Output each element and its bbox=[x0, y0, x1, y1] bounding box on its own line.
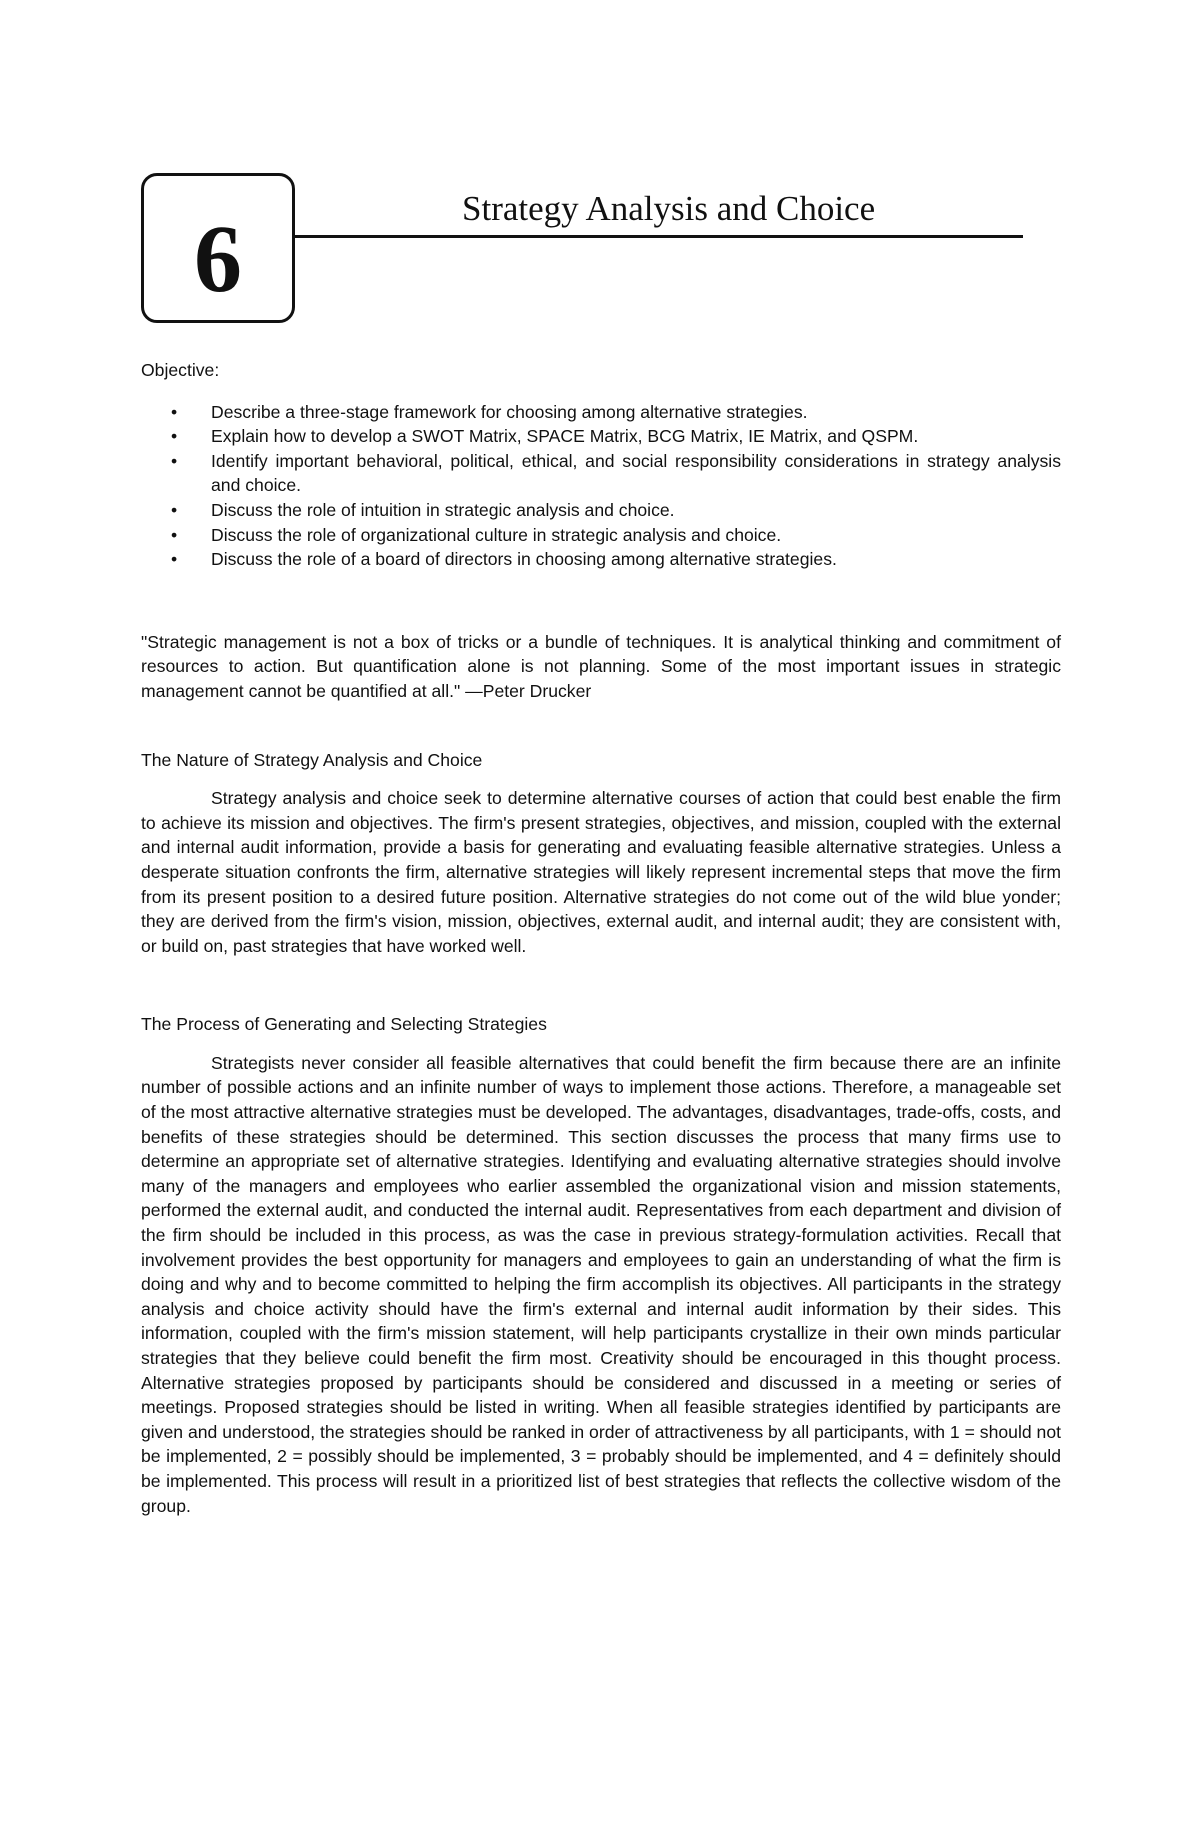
chapter-number-box bbox=[141, 173, 295, 323]
objective-text: Discuss the role of organizational culture in strategic analysis and choice. bbox=[211, 524, 782, 545]
bullet-icon: • bbox=[171, 549, 178, 570]
title-rule bbox=[295, 235, 1023, 238]
objective-item bbox=[141, 523, 1061, 548]
objective-text: Identify important behavioral, political, ethical, and social responsibility considerations in strategy analysis and choice. bbox=[211, 450, 1061, 496]
section-paragraph-nature: Strategy analysis and choice seek to determine alternative courses of action that could best enable the firm to achieve its mission and objectives. The firm's present strategies, objectives, and mission, coupled with the external and internal audit information, provide a basis for generating and evaluating feasible alternative strategies. Unless a desperate situation confronts the firm, alternative strategies will likely represent incremental steps that move the firm from its present position to a desired future position. Alternative strategies do not come out of the wild blue yonder; they are derived from the firm's vision, mission, objectives, external audit, and internal audit; they are consistent with, or build on, past strategies that have worked well. bbox=[141, 788, 1061, 956]
objective-item bbox=[141, 449, 1061, 498]
section-heading-nature: The Nature of Strategy Analysis and Choice bbox=[141, 749, 483, 770]
objective-text: Discuss the role of intuition in strategic analysis and choice. bbox=[211, 499, 675, 520]
drucker-quote: "Strategic management is not a box of tricks or a bundle of techniques. It is analytical thinking and commitment of resources to action. But quantification alone is not planning. Some of the most important issues in strategic management cannot be quantified at all." —Peter Drucker bbox=[141, 631, 1061, 701]
objectives-list bbox=[141, 400, 1061, 572]
chapter-title: Strategy Analysis and Choice bbox=[462, 189, 876, 228]
page-content bbox=[141, 358, 1061, 1518]
objective-label: Objective: bbox=[141, 360, 220, 380]
bullet-icon: • bbox=[171, 450, 178, 471]
objective-text: Describe a three-stage framework for choosing among alternative strategies. bbox=[211, 401, 808, 422]
objective-item bbox=[141, 547, 1061, 572]
bullet-icon: • bbox=[171, 499, 178, 520]
bullet-icon: • bbox=[171, 401, 178, 422]
objective-item bbox=[141, 400, 1061, 425]
bullet-icon: • bbox=[171, 426, 178, 447]
chapter-number: 6 bbox=[194, 205, 242, 312]
objective-item bbox=[141, 498, 1061, 523]
objective-text: Discuss the role of a board of directors in choosing among alternative strategies. bbox=[211, 549, 837, 570]
section-heading-process: The Process of Generating and Selecting Strategies bbox=[141, 1014, 547, 1035]
section-paragraph-process: Strategists never consider all feasible alternatives that could benefit the firm because there are an infinite number of possible actions and an infinite number of ways to implement those actions. Therefore, a manageable set of the most attractive alternative strategies must be developed. The advantages, disadvantages, trade-offs, costs, and benefits of these strategies should be determined. This section discusses the process that many firms use to determine an appropriate set of alternative strategies. Identifying and evaluating alternative strategies should involve many of the managers and employees who earlier assembled the organizational vision and mission statements, performed the external audit, and conducted the internal audit. Representatives from each department and division of the firm should be included in this process, as was the case in previous strategy-formulation activities. Recall that involvement provides the best opportunity for managers and employees to gain an understanding of what the firm is doing and why and to become committed to helping the firm accomplish its objectives. All participants in the strategy analysis and choice activity should have the firm's external and internal audit information by their sides. This information, coupled with the firm's mission statement, will help participants crystallize in their own minds particular strategies that they believe could benefit the firm most. Creativity should be encouraged in this thought process. Alternative strategies proposed by participants should be considered and discussed in a meeting or series of meetings. Proposed strategies should be listed in writing. When all feasible strategies identified by participants are given and understood, the strategies should be ranked in order of attractiveness by all participants, with 1 = should not be implemented, 2 = possibly should be implemented, 3 = probably should be implemented, and 4 = definitely should be implemented. This process will result in a prioritized list of best strategies that reflects the collective wisdom of the group. bbox=[141, 1052, 1061, 1516]
objective-item bbox=[141, 424, 1061, 449]
bullet-icon: • bbox=[171, 524, 178, 545]
objective-text: Explain how to develop a SWOT Matrix, SPACE Matrix, BCG Matrix, IE Matrix, and QSPM. bbox=[211, 426, 919, 447]
